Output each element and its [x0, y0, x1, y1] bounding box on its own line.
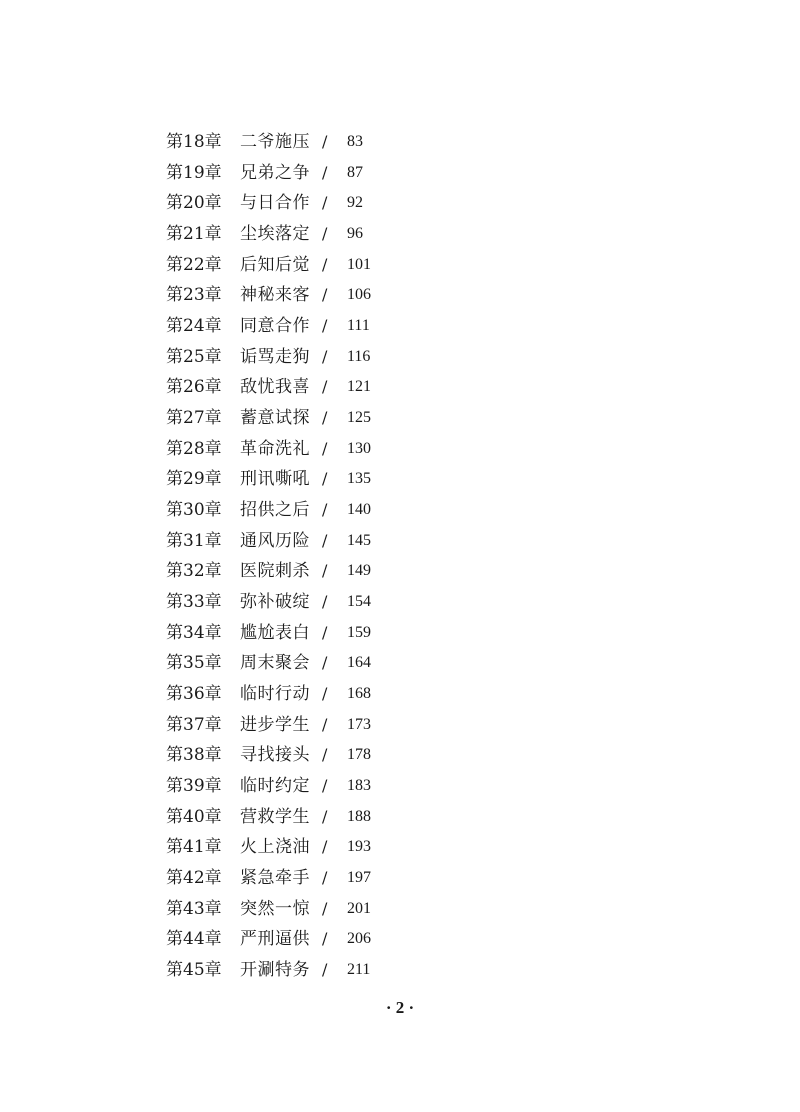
chapter-title: 开涮特务 — [240, 960, 310, 981]
toc-entry[interactable] — [0, 924, 800, 955]
chapter-page-number: 197 — [347, 869, 371, 887]
chapter-number: 第34章 — [166, 622, 222, 643]
chapter-page-number: 206 — [347, 930, 371, 948]
chapter-number: 第43章 — [166, 898, 222, 919]
chapter-title: 同意合作 — [240, 316, 310, 337]
separator-slash: / — [322, 745, 328, 765]
chapter-title: 敌忧我喜 — [240, 377, 310, 398]
toc-entry[interactable] — [0, 403, 800, 434]
chapter-title: 严刑逼供 — [240, 929, 310, 950]
chapter-page-number: 130 — [347, 439, 371, 457]
separator-slash: / — [322, 714, 328, 734]
chapter-number: 第31章 — [166, 530, 222, 551]
separator-slash: / — [322, 469, 328, 489]
separator-slash: / — [322, 653, 328, 673]
separator-slash: / — [322, 806, 328, 826]
toc-entry[interactable] — [0, 464, 800, 495]
chapter-number: 第25章 — [166, 346, 222, 367]
separator-slash: / — [322, 408, 328, 428]
toc-entry[interactable] — [0, 250, 800, 281]
chapter-page-number: 188 — [347, 807, 371, 825]
toc-entry[interactable] — [0, 863, 800, 894]
chapter-page-number: 183 — [347, 777, 371, 795]
toc-entry[interactable] — [0, 188, 800, 219]
toc-entry[interactable] — [0, 587, 800, 618]
chapter-number: 第20章 — [166, 193, 222, 214]
chapter-number: 第41章 — [166, 837, 222, 858]
separator-slash: / — [322, 776, 328, 796]
toc-entry[interactable] — [0, 771, 800, 802]
chapter-title: 营救学生 — [240, 806, 310, 827]
chapter-page-number: 168 — [347, 685, 371, 703]
chapter-number: 第44章 — [166, 929, 222, 950]
chapter-number: 第30章 — [166, 500, 222, 521]
page-number: · 2 · — [385, 998, 415, 1017]
separator-slash: / — [322, 346, 328, 366]
separator-slash: / — [322, 316, 328, 336]
separator-slash: / — [322, 592, 328, 612]
chapter-title: 革命洗礼 — [240, 438, 310, 459]
separator-slash: / — [322, 193, 328, 213]
chapter-page-number: 135 — [347, 470, 371, 488]
chapter-number: 第24章 — [166, 316, 222, 337]
chapter-number: 第27章 — [166, 408, 222, 429]
chapter-number: 第23章 — [166, 285, 222, 306]
chapter-number: 第18章 — [166, 132, 222, 152]
chapter-title: 与日合作 — [240, 193, 310, 214]
chapter-page-number: 87 — [347, 163, 363, 181]
chapter-title: 招供之后 — [240, 500, 310, 521]
chapter-page-number: 159 — [347, 623, 371, 641]
chapter-page-number: 149 — [347, 562, 371, 580]
separator-slash: / — [322, 132, 328, 151]
separator-slash: / — [322, 622, 328, 642]
toc-entry[interactable] — [0, 832, 800, 863]
toc-entry[interactable] — [0, 894, 800, 925]
separator-slash: / — [322, 837, 328, 857]
separator-slash: / — [322, 960, 328, 980]
table-of-contents — [0, 127, 800, 986]
separator-slash: / — [322, 254, 328, 274]
chapter-title: 诟骂走狗 — [240, 346, 310, 367]
chapter-number: 第33章 — [166, 592, 222, 613]
chapter-number: 第45章 — [166, 960, 222, 981]
chapter-page-number: 211 — [347, 961, 371, 979]
chapter-title: 紧急牵手 — [240, 868, 310, 889]
chapter-page-number: 83 — [347, 133, 363, 150]
separator-slash: / — [322, 684, 328, 704]
chapter-number: 第28章 — [166, 438, 222, 459]
chapter-number: 第40章 — [166, 806, 222, 827]
toc-entry[interactable] — [0, 618, 800, 649]
chapter-page-number: 201 — [347, 899, 371, 917]
separator-slash: / — [322, 438, 328, 458]
chapter-title: 神秘来客 — [240, 285, 310, 306]
toc-entry[interactable] — [0, 679, 800, 710]
toc-entry[interactable] — [0, 740, 800, 771]
chapter-title: 临时行动 — [240, 684, 310, 705]
separator-slash: / — [322, 500, 328, 520]
chapter-title: 周末聚会 — [240, 653, 310, 674]
toc-entry[interactable] — [0, 955, 800, 986]
toc-entry[interactable] — [0, 127, 800, 158]
toc-entry[interactable] — [0, 311, 800, 342]
chapter-title: 医院刺杀 — [240, 561, 310, 582]
chapter-page-number: 106 — [347, 286, 371, 304]
chapter-title: 兄弟之争 — [240, 162, 310, 183]
chapter-title: 蓄意试探 — [240, 408, 310, 429]
separator-slash: / — [322, 285, 328, 305]
toc-entry[interactable] — [0, 648, 800, 679]
toc-entry[interactable] — [0, 434, 800, 465]
chapter-title: 尘埃落定 — [240, 224, 310, 245]
chapter-number: 第29章 — [166, 469, 222, 490]
chapter-page-number: 111 — [347, 317, 370, 335]
chapter-page-number: 145 — [347, 531, 371, 549]
toc-entry[interactable] — [0, 526, 800, 557]
chapter-number: 第38章 — [166, 745, 222, 766]
chapter-page-number: 121 — [347, 378, 371, 396]
separator-slash: / — [322, 868, 328, 888]
chapter-number: 第26章 — [166, 377, 222, 398]
toc-entry[interactable] — [0, 710, 800, 741]
chapter-number: 第22章 — [166, 254, 222, 275]
separator-slash: / — [322, 377, 328, 397]
chapter-page-number: 92 — [347, 194, 363, 212]
chapter-title: 临时约定 — [240, 776, 310, 797]
chapter-page-number: 101 — [347, 255, 371, 273]
chapter-page-number: 164 — [347, 654, 371, 672]
chapter-title: 后知后觉 — [240, 254, 310, 275]
chapter-number: 第35章 — [166, 653, 222, 674]
chapter-title: 刑讯嘶吼 — [240, 469, 310, 490]
chapter-number: 第32章 — [166, 561, 222, 582]
chapter-page-number: 96 — [347, 225, 363, 243]
toc-entry[interactable] — [0, 342, 800, 373]
chapter-number: 第19章 — [166, 162, 222, 183]
separator-slash: / — [322, 224, 328, 244]
chapter-title: 火上浇油 — [240, 837, 310, 858]
chapter-page-number: 116 — [347, 347, 371, 365]
chapter-page-number: 178 — [347, 746, 371, 764]
toc-entry[interactable] — [0, 802, 800, 833]
separator-slash: / — [322, 530, 328, 550]
chapter-page-number: 193 — [347, 838, 371, 856]
toc-entry[interactable] — [0, 372, 800, 403]
toc-entry[interactable] — [0, 495, 800, 526]
chapter-title: 寻找接头 — [240, 745, 310, 766]
toc-entry[interactable] — [0, 158, 800, 189]
chapter-number: 第42章 — [166, 868, 222, 889]
chapter-title: 进步学生 — [240, 714, 310, 735]
chapter-number: 第21章 — [166, 224, 222, 245]
separator-slash: / — [322, 162, 328, 182]
chapter-title: 通风历险 — [240, 530, 310, 551]
chapter-page-number: 173 — [347, 715, 371, 733]
chapter-page-number: 140 — [347, 501, 371, 519]
toc-entry[interactable] — [0, 219, 800, 250]
toc-entry[interactable] — [0, 556, 800, 587]
chapter-page-number: 154 — [347, 593, 371, 611]
separator-slash: / — [322, 561, 328, 581]
chapter-number: 第37章 — [166, 714, 222, 735]
chapter-title: 弥补破绽 — [240, 592, 310, 613]
chapter-number: 第36章 — [166, 684, 222, 705]
separator-slash: / — [322, 929, 328, 949]
chapter-title: 尴尬表白 — [240, 622, 310, 643]
toc-entry[interactable] — [0, 280, 800, 311]
chapter-title: 突然一惊 — [240, 898, 310, 919]
chapter-number: 第39章 — [166, 776, 222, 797]
chapter-title: 二爷施压 — [240, 132, 310, 152]
chapter-page-number: 125 — [347, 409, 371, 427]
separator-slash: / — [322, 898, 328, 918]
